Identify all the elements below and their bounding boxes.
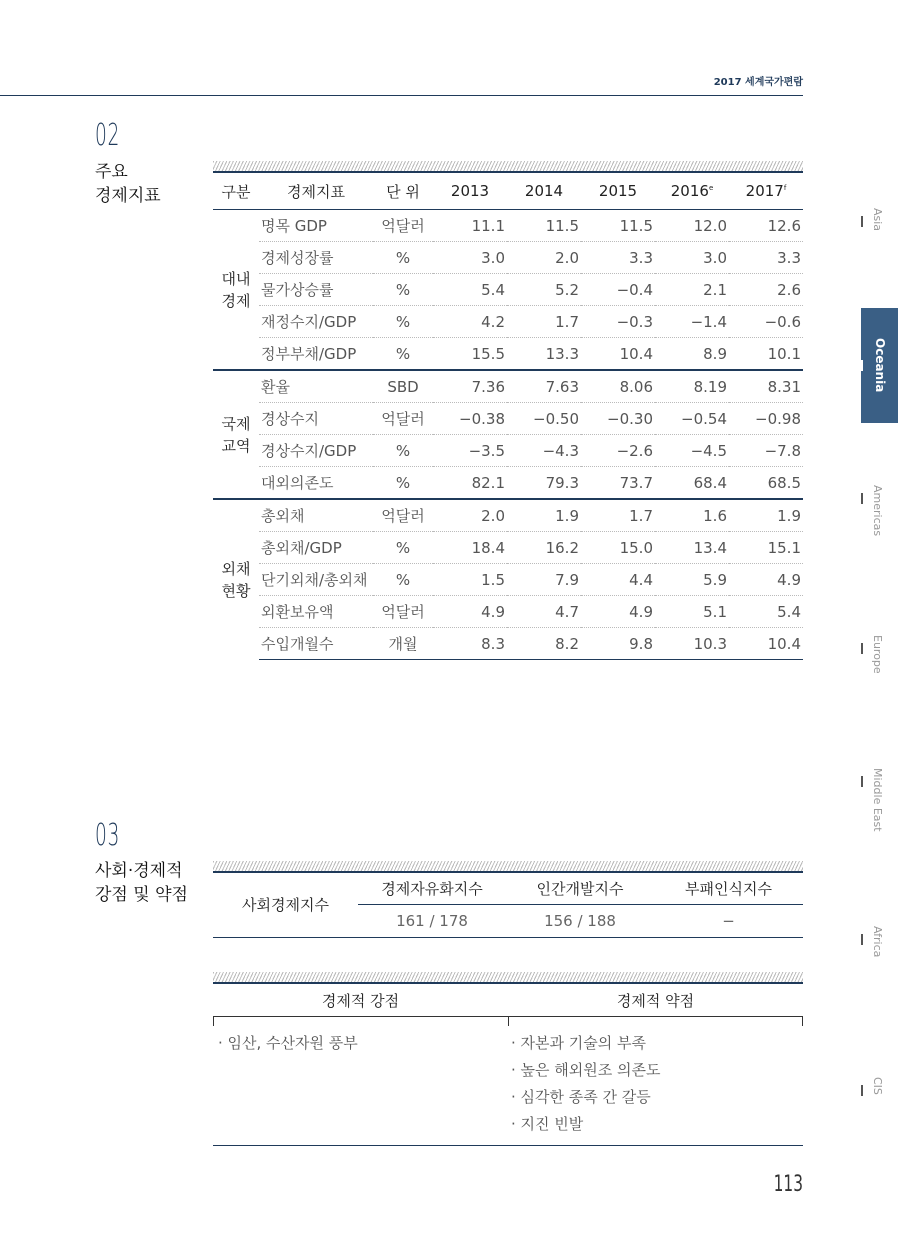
index-value-corruption: − (722, 912, 735, 930)
value-2015: 1.7 (581, 499, 655, 532)
running-header-title: 2017 세계국가편람 (713, 77, 803, 88)
col-2017-label: 2017 (745, 182, 784, 200)
value-2017: 2.6 (729, 274, 803, 306)
group-label-line2: 경제 (221, 291, 251, 310)
header-rule (0, 95, 803, 96)
indicator-unit: % (373, 338, 433, 371)
value-2016: −0.54 (655, 403, 729, 435)
value-2014: 5.2 (507, 274, 581, 306)
value-2017: 1.9 (729, 499, 803, 532)
value-2016: 5.9 (655, 564, 729, 596)
value-2017: 5.4 (729, 596, 803, 628)
value-2013: −3.5 (433, 435, 507, 467)
indicator-unit: 개월 (373, 628, 433, 660)
value-2015: 73.7 (581, 467, 655, 500)
value-2014: 1.9 (507, 499, 581, 532)
index-header-economic-freedom: 경제자유화지수 (381, 880, 483, 898)
col-header-2017 (729, 173, 803, 210)
value-2016: 5.1 (655, 596, 729, 628)
table-row (213, 435, 803, 467)
value-2013: 82.1 (433, 467, 507, 500)
section-3-number: 03 (95, 818, 120, 853)
col-2016-label: 2016 (670, 182, 709, 200)
section-2-number: 02 (95, 118, 120, 153)
indicator-unit: 억달러 (373, 210, 433, 242)
value-2016: 8.19 (655, 370, 729, 403)
side-nav-tick (861, 643, 863, 654)
table-row (213, 532, 803, 564)
value-2017: 15.1 (729, 532, 803, 564)
value-2013: 4.9 (433, 596, 507, 628)
group-label-line1: 외채 (221, 559, 251, 578)
index-table-hatch-bar (213, 861, 803, 871)
sw-divider-right (802, 1016, 803, 1026)
group-label-line1: 국제 (221, 414, 251, 433)
value-2013: 2.0 (433, 499, 507, 532)
index-header-row (358, 873, 803, 905)
value-2017: 10.4 (729, 628, 803, 660)
strength-header: 경제적 강점 (321, 992, 400, 1010)
table-row (213, 403, 803, 435)
value-2013: 4.2 (433, 306, 507, 338)
indicator-name: 재정수지/GDP (259, 306, 373, 338)
side-nav-cis[interactable]: CIS (871, 1077, 884, 1095)
col-header-2013: 2013 (450, 182, 490, 200)
value-2014: 79.3 (507, 467, 581, 500)
side-nav-africa[interactable]: Africa (871, 926, 884, 958)
table-body (213, 210, 803, 660)
indicator-name: 경상수지 (259, 403, 373, 435)
group-label-line2: 교역 (221, 436, 251, 455)
value-2015: −0.4 (581, 274, 655, 306)
value-2013: 8.3 (433, 628, 507, 660)
side-nav-oceania[interactable] (861, 308, 898, 423)
group-label (213, 370, 259, 499)
indicator-name: 정부부채/GDP (259, 338, 373, 371)
index-header-corruption: 부패인식지수 (685, 880, 772, 898)
table-header-row (213, 173, 803, 210)
value-2015: 4.9 (581, 596, 655, 628)
side-nav-tick (861, 360, 863, 371)
value-2015: 4.4 (581, 564, 655, 596)
col-header-unit: 단 위 (386, 182, 420, 201)
value-2015: −2.6 (581, 435, 655, 467)
indicator-unit: % (373, 435, 433, 467)
indicator-name: 물가상승률 (259, 274, 373, 306)
group-label (213, 499, 259, 660)
weakness-list (511, 1030, 796, 1138)
value-2013: 5.4 (433, 274, 507, 306)
indicator-name: 명목 GDP (259, 210, 373, 242)
economic-indicators-table (213, 173, 803, 660)
indicator-name: 단기외채/총외채 (259, 564, 373, 596)
table-row (213, 499, 803, 532)
value-2015: 15.0 (581, 532, 655, 564)
value-2014: 7.63 (507, 370, 581, 403)
value-2017: 8.31 (729, 370, 803, 403)
section-2-title (95, 160, 161, 208)
weakness-item: · 높은 해외원조 의존도 (511, 1061, 661, 1079)
group-label (213, 210, 259, 371)
value-2014: 13.3 (507, 338, 581, 371)
indicator-name: 대외의존도 (259, 467, 373, 500)
section-3-title-line2: 강점 및 약점 (95, 885, 188, 905)
value-2016: 8.9 (655, 338, 729, 371)
socioeconomic-index-table (213, 873, 803, 938)
table-row (213, 242, 803, 274)
col-2016-sup: e (708, 184, 714, 192)
value-2016: −1.4 (655, 306, 729, 338)
value-2013: 1.5 (433, 564, 507, 596)
side-nav-asia[interactable]: Asia (871, 208, 884, 232)
strength-item: · 임산, 수산자원 풍부 (218, 1034, 358, 1052)
table-row (213, 596, 803, 628)
side-nav-europe[interactable]: Europe (871, 635, 884, 674)
value-2016: 68.4 (655, 467, 729, 500)
weakness-item: · 자본과 기술의 부족 (511, 1034, 646, 1052)
sw-divider-left (213, 1016, 214, 1026)
page-number: 113 (773, 1172, 803, 1197)
value-2017: 3.3 (729, 242, 803, 274)
indicator-unit: % (373, 242, 433, 274)
value-2016: 1.6 (655, 499, 729, 532)
weakness-header: 경제적 약점 (616, 992, 695, 1010)
col-header-2014: 2014 (524, 182, 564, 200)
value-2015: 8.06 (581, 370, 655, 403)
value-2013: 11.1 (433, 210, 507, 242)
col-header-2015: 2015 (598, 182, 638, 200)
value-2014: 4.7 (507, 596, 581, 628)
section-2-title-line2: 경제지표 (95, 186, 161, 206)
index-header-human-development: 인간개발지수 (536, 880, 624, 898)
value-2013: −0.38 (433, 403, 507, 435)
sw-header-row (213, 984, 803, 1017)
table-row (213, 210, 803, 242)
value-2017: −0.6 (729, 306, 803, 338)
side-nav-middle-east[interactable]: Middle East (871, 768, 884, 832)
value-2014: 11.5 (507, 210, 581, 242)
value-2016: −4.5 (655, 435, 729, 467)
sw-divider-mid (508, 1016, 509, 1026)
value-2014: 16.2 (507, 532, 581, 564)
section-2-title-line1: 주요 (95, 162, 128, 182)
value-2017: −7.8 (729, 435, 803, 467)
indicator-unit: 억달러 (373, 403, 433, 435)
value-2017: −0.98 (729, 403, 803, 435)
value-2014: −4.3 (507, 435, 581, 467)
strength-weakness-table (213, 984, 803, 1146)
table-hatch-bar (213, 161, 803, 171)
value-2014: 8.2 (507, 628, 581, 660)
indicator-unit: 억달러 (373, 596, 433, 628)
value-2013: 15.5 (433, 338, 507, 371)
indicator-name: 외환보유액 (259, 596, 373, 628)
index-value-human-development: 156 / 188 (544, 912, 616, 930)
strength-list (218, 1030, 503, 1057)
value-2014: 7.9 (507, 564, 581, 596)
value-2013: 18.4 (433, 532, 507, 564)
indicator-name: 수입개월수 (259, 628, 373, 660)
value-2014: 1.7 (507, 306, 581, 338)
value-2016: 2.1 (655, 274, 729, 306)
sw-table-hatch-bar (213, 972, 803, 982)
side-nav-tick (861, 934, 863, 945)
group-label-line1: 대내 (221, 269, 251, 288)
weakness-item: · 지진 빈발 (511, 1115, 584, 1133)
value-2017: 4.9 (729, 564, 803, 596)
side-nav-americas[interactable]: Americas (871, 485, 884, 537)
weakness-item: · 심각한 종족 간 갈등 (511, 1088, 651, 1106)
table-row (213, 370, 803, 403)
value-2015: −0.3 (581, 306, 655, 338)
section-3-title-line1: 사회·경제적 (95, 861, 183, 881)
side-nav-tick (861, 776, 863, 787)
col-header-indicator: 경제지표 (287, 182, 345, 201)
indicator-name: 총외채/GDP (259, 532, 373, 564)
table-row (213, 306, 803, 338)
value-2016: 10.3 (655, 628, 729, 660)
value-2016: 12.0 (655, 210, 729, 242)
indicator-unit: % (373, 532, 433, 564)
value-2015: 10.4 (581, 338, 655, 371)
indicator-unit: % (373, 306, 433, 338)
indicator-unit: % (373, 274, 433, 306)
value-2015: −0.30 (581, 403, 655, 435)
index-value-economic-freedom: 161 / 178 (396, 912, 468, 930)
value-2016: 13.4 (655, 532, 729, 564)
side-nav-label: Oceania (873, 338, 887, 393)
value-2014: −0.50 (507, 403, 581, 435)
table-row (213, 338, 803, 371)
value-2014: 2.0 (507, 242, 581, 274)
indicator-unit: SBD (373, 370, 433, 403)
value-2013: 7.36 (433, 370, 507, 403)
col-header-category: 구분 (221, 182, 251, 201)
value-2013: 3.0 (433, 242, 507, 274)
col-2017-sup: f (783, 184, 787, 192)
value-2016: 3.0 (655, 242, 729, 274)
indicator-unit: 억달러 (373, 499, 433, 532)
side-nav-tick (861, 493, 863, 504)
indicator-name: 경상수지/GDP (259, 435, 373, 467)
value-2017: 68.5 (729, 467, 803, 500)
section-3-title (95, 859, 188, 907)
index-row-label: 사회경제지수 (242, 896, 329, 914)
indicator-name: 경제성장률 (259, 242, 373, 274)
table-row (213, 467, 803, 500)
side-nav-tick (861, 1085, 863, 1096)
indicator-unit: % (373, 564, 433, 596)
indicator-name: 환율 (259, 370, 373, 403)
value-2015: 11.5 (581, 210, 655, 242)
value-2015: 9.8 (581, 628, 655, 660)
indicator-name: 총외채 (259, 499, 373, 532)
index-value-row (358, 905, 803, 937)
table-row (213, 564, 803, 596)
table-row (213, 628, 803, 660)
table-row (213, 274, 803, 306)
value-2015: 3.3 (581, 242, 655, 274)
col-header-2016 (655, 173, 729, 210)
group-label-line2: 현황 (221, 581, 251, 600)
value-2017: 10.1 (729, 338, 803, 371)
side-nav-tick (861, 216, 863, 227)
value-2017: 12.6 (729, 210, 803, 242)
indicator-unit: % (373, 467, 433, 500)
